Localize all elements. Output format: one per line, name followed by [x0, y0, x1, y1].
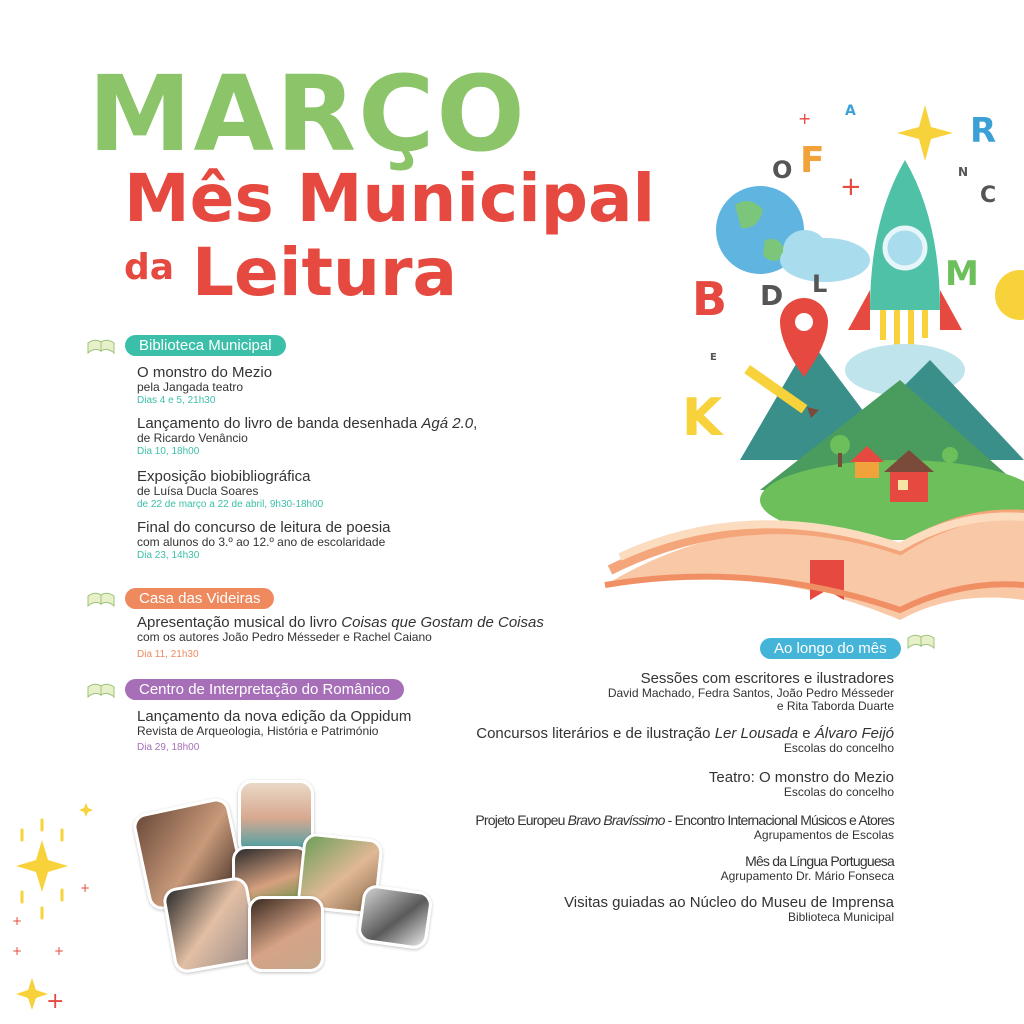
title-da: da — [124, 247, 175, 288]
open-book-icon — [86, 337, 116, 357]
event-title: O monstro do Mezio — [137, 364, 273, 381]
event-title: Exposição biobibliográfica — [137, 468, 311, 485]
event-item — [137, 519, 391, 562]
month-item-sub: David Machado, Fedra Santos, João Pedro Mésseder — [607, 686, 894, 700]
event-item — [137, 708, 411, 754]
event-date: Dia 29, 18h00 — [137, 742, 200, 753]
plus-icon: + — [12, 944, 23, 958]
month-item-sub: Agrupamento Dr. Mário Fonseca — [720, 869, 894, 883]
event-item — [137, 614, 544, 661]
open-book-icon — [86, 590, 116, 610]
month-item-sub: Escolas do concelho — [783, 785, 894, 799]
month-item-sub: Biblioteca Municipal — [787, 910, 894, 924]
sparkles-decoration — [10, 800, 100, 1015]
month-item-sub: Escolas do concelho — [783, 741, 894, 755]
month-item-title: Concursos literários e de ilustração Ler Lousada e Álvaro Feijó — [476, 725, 894, 742]
month-item-title: Sessões com escritores e ilustradores — [640, 670, 894, 687]
lightbulb-icon — [995, 270, 1024, 320]
letter-o: O — [772, 156, 793, 184]
title-leitura: Leitura — [192, 234, 458, 311]
title-month: MARÇO — [88, 53, 527, 175]
event-date: de 22 de março a 22 de abril, 9h30-18h00 — [137, 499, 324, 510]
month-item — [709, 769, 894, 799]
event-subtitle: pela Jangada teatro — [137, 380, 244, 394]
sparkle-icon — [16, 840, 68, 892]
event-date: Dias 4 e 5, 21h30 — [137, 395, 216, 406]
plus-icon: + — [46, 989, 65, 1014]
month-item — [476, 725, 894, 755]
event-subtitle: de Ricardo Venâncio — [137, 431, 248, 445]
month-item-title: Mês da Língua Portuguesa — [745, 853, 894, 869]
sparkle-icon — [16, 978, 48, 1010]
plus-icon: + — [54, 944, 65, 958]
printing-press-photo — [356, 883, 433, 950]
title-line1: Mês Municipal — [124, 160, 656, 237]
plus-icon: + — [80, 881, 91, 895]
event-title: Lançamento da nova edição da Oppidum — [137, 708, 412, 725]
month-item-title: Projeto Europeu Bravo Bravíssimo - Encontro Internacional Músicos e Atores — [475, 812, 894, 828]
sparkle-icon — [897, 105, 953, 161]
event-title: Lançamento do livro de banda desenhada Agá 2.0, — [137, 415, 478, 432]
event-item — [137, 415, 477, 458]
venue-centro-label: Centro de Interpretação do Românico — [125, 679, 404, 700]
event-subtitle: Revista de Arqueologia, História e Património — [137, 724, 379, 738]
venue-casa-label: Casa das Videiras — [125, 588, 274, 609]
event-subtitle: com alunos do 3.º ao 12.º ano de escolaridade — [137, 535, 386, 549]
event-item — [137, 468, 323, 511]
month-item — [721, 853, 894, 883]
month-item — [608, 670, 894, 713]
venue-biblioteca-label: Biblioteca Municipal — [125, 335, 286, 356]
event-title: Final do concurso de leitura de poesia — [137, 519, 391, 536]
author-photo — [248, 896, 324, 972]
letter-b: B — [692, 272, 728, 326]
svg-text:+: + — [798, 109, 812, 128]
letter-a: A — [845, 103, 856, 119]
event-subtitle: com os autores João Pedro Mésseder e Rachel Caiano — [137, 630, 432, 644]
event-date: Dia 11, 21h30 — [137, 649, 199, 660]
event-date: Dia 23, 14h30 — [137, 550, 200, 561]
month-item-sub: e Rita Taborda Duarte — [776, 699, 894, 713]
letter-f: F — [800, 140, 825, 181]
open-book-icon — [86, 681, 116, 701]
plus-icon: + — [12, 914, 23, 928]
letter-r: R — [970, 111, 997, 151]
month-item — [564, 894, 894, 924]
open-book-icon — [906, 632, 936, 652]
book-rocket-illustration — [600, 60, 1024, 620]
letter-e: E — [710, 352, 717, 363]
event-item — [137, 364, 272, 407]
month-item — [475, 812, 894, 842]
month-item-sub: Agrupamentos de Escolas — [753, 828, 894, 842]
month-item-title: Visitas guiadas ao Núcleo do Museu de Imprensa — [564, 894, 894, 911]
event-title: Apresentação musical do livro Coisas que Gostam de Coisas — [137, 614, 544, 631]
event-subtitle: de Luísa Ducla Soares — [137, 484, 259, 498]
letter-l: L — [812, 270, 828, 298]
author-photo — [161, 875, 261, 975]
month-item-title: Teatro: O monstro do Mezio — [708, 769, 894, 786]
month-long-label: Ao longo do mês — [760, 638, 901, 659]
letter-d: D — [760, 279, 784, 312]
letter-c: C — [980, 183, 997, 208]
letter-m: M — [945, 254, 979, 294]
event-date: Dia 10, 18h00 — [137, 446, 200, 457]
letter-k: K — [682, 388, 723, 448]
letter-n: N — [958, 165, 969, 179]
plus-icon: + — [840, 172, 862, 202]
